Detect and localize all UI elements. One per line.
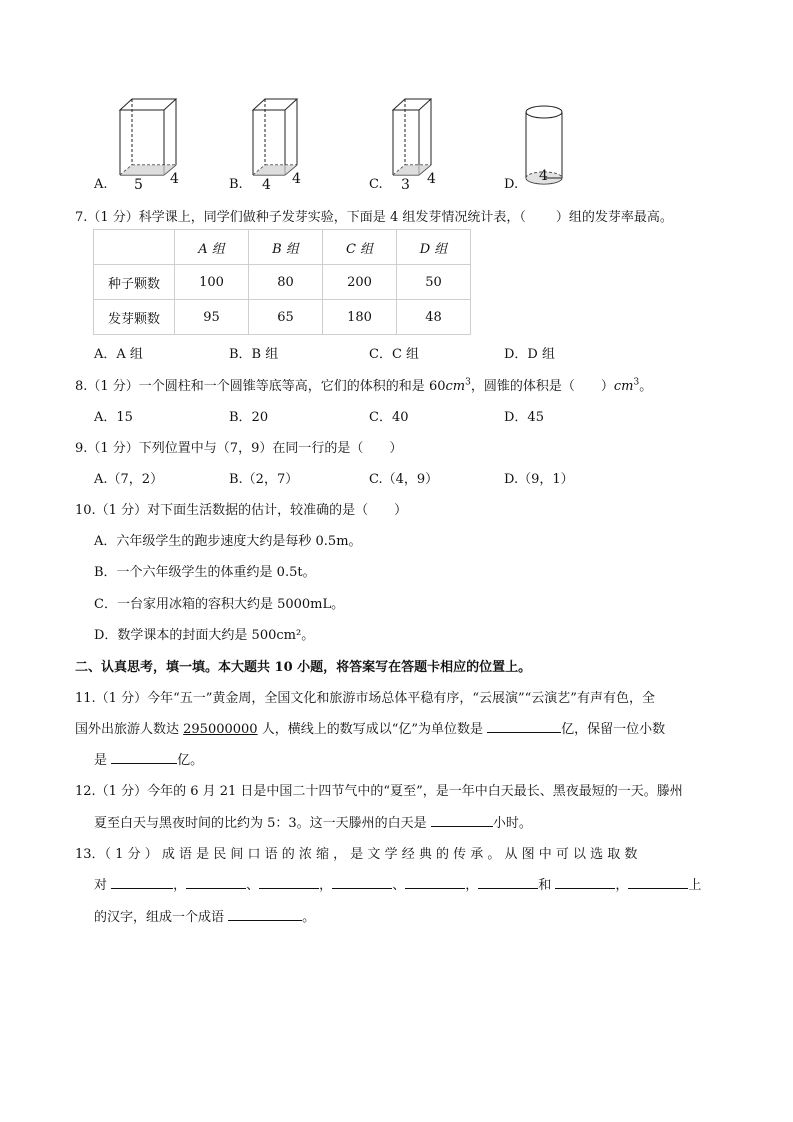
q11-text-2: 人，横线上的数写成以“亿”为单位数是 — [257, 722, 488, 737]
table-header-row — [94, 230, 471, 265]
q12-text: 夏至白天与黑夜时间的比约为 5：3。这一天滕州的白天是 — [94, 816, 431, 831]
q13-sep: ， — [465, 878, 479, 893]
q7-stem-text: 7.（1 分）科学课上，同学们做种子发芽实验，下面是 4 组发芽情况统计表，（ — [75, 210, 526, 225]
q8-stem-text-4: 。 — [639, 379, 653, 394]
q7-option-b: B．B 组 — [229, 347, 279, 362]
answer-blank[interactable] — [186, 875, 246, 889]
q10-stem: 10.（1 分）对下面生活数据的估计，较准确的是（ ） — [75, 503, 408, 518]
q10-option-c: C．一台家用冰箱的容积大约是 5000mL。 — [94, 597, 345, 612]
q10-option-b: B．一个六年级学生的体重约是 0.5t。 — [94, 565, 316, 580]
q8-option-a: A．15 — [94, 410, 133, 425]
option-d-dim1: 4 — [539, 168, 548, 184]
q13-sep: ， — [319, 878, 333, 893]
q8-option-d: D．45 — [504, 410, 544, 425]
q9-option-c: C.（4，9） — [369, 472, 439, 487]
answer-blank[interactable] — [405, 875, 465, 889]
option-b-dim2: 4 — [292, 171, 301, 187]
q8-stem — [75, 375, 652, 394]
answer-blank[interactable] — [431, 813, 493, 827]
table-header-cell: D 组 — [397, 230, 471, 265]
q13-line-2 — [94, 874, 701, 893]
q9-option-d: D.（9，1） — [504, 472, 574, 487]
q13-text-4: 。 — [302, 910, 316, 925]
table-cell: 发芽颗数 — [94, 300, 175, 335]
q8-option-b: B．20 — [229, 410, 269, 425]
q11-line-3 — [94, 749, 203, 768]
table-row — [94, 300, 471, 335]
table-cell: 95 — [175, 300, 249, 335]
table-row — [94, 265, 471, 300]
table-header-cell: A 组 — [175, 230, 249, 265]
answer-blank[interactable] — [332, 875, 392, 889]
q10-option-a: A．六年级学生的跑步速度大约是每秒 0.5m。 — [94, 534, 362, 549]
q11-text-5: 亿。 — [177, 753, 204, 768]
q7-option-d: D．D 组 — [504, 347, 555, 362]
answer-blank[interactable] — [487, 719, 561, 733]
answer-blank[interactable] — [228, 907, 302, 921]
q13-sep: 、 — [246, 878, 260, 893]
option-a-letter: A. — [94, 177, 108, 192]
q10-option-d: D．数学课本的封面大约是 500cm²。 — [94, 628, 315, 643]
q8-unit-2: cm — [613, 379, 634, 394]
q9-option-a: A.（7，2） — [94, 472, 164, 487]
answer-blank[interactable] — [628, 875, 688, 889]
q12-text-2: 小时。 — [492, 816, 532, 831]
table-cell: 100 — [175, 265, 249, 300]
q7-table — [93, 229, 471, 335]
table-header-cell — [94, 230, 175, 265]
q13-text-2: 上 — [688, 878, 702, 893]
q13-sep: ， — [615, 878, 629, 893]
q12-line-2 — [94, 812, 532, 831]
q8-option-c: C．40 — [369, 410, 409, 425]
option-c-dim1: 3 — [401, 177, 410, 193]
answer-blank[interactable] — [555, 875, 615, 889]
q12-line-1: 12.（1 分）今年的 6 月 21 日是中国二十四节气中的“夏至”，是一年中白天最长、黑夜最短的一天。滕州 — [75, 784, 683, 799]
answer-blank[interactable] — [259, 875, 319, 889]
section-2-heading: 二、认真思考，填一填。本大题共 10 小题，将答案写在答题卡相应的位置上。 — [75, 660, 532, 675]
table-header-cell: B 组 — [249, 230, 323, 265]
option-d-letter: D. — [504, 177, 519, 192]
q9-option-b: B.（2，7） — [229, 472, 299, 487]
q9-stem: 9.（1 分）下列位置中与（7，9）在同一行的是（ ） — [75, 441, 403, 456]
option-c-letter: C. — [369, 177, 383, 192]
q11-line-2 — [75, 718, 665, 737]
option-b-dim1: 4 — [262, 177, 271, 193]
q7-option-a: A．A 组 — [94, 347, 143, 362]
option-b-letter: B. — [229, 177, 243, 192]
q13-sep: 和 — [538, 878, 556, 893]
prism-figure-c — [385, 95, 445, 185]
table-cell: 种子颗数 — [94, 265, 175, 300]
answer-blank[interactable] — [111, 875, 173, 889]
q8-stem-text-2: ，圆锥的体积是（ — [470, 379, 575, 394]
answer-blank[interactable] — [478, 875, 538, 889]
q7-stem-text-2: ）组的发芽率最高。 — [555, 210, 673, 225]
q11-text: 国外出旅游人数达 — [75, 722, 184, 737]
answer-blank[interactable] — [111, 750, 177, 764]
option-c-dim2: 4 — [427, 171, 436, 187]
q7-option-c: C．C 组 — [369, 347, 420, 362]
q11-line-1: 11.（1 分）今年“五一”黄金周，全国文化和旅游市场总体平稳有序，“云展演”“云演艺”有声有色，全 — [75, 691, 655, 706]
table-cell: 200 — [323, 265, 397, 300]
q13-text-3: 的汉字，组成一个成语 — [94, 910, 229, 925]
q13-line-1: 13．（ 1 分 ） 成 语 是 民 间 口 语 的 浓 缩 ， 是 文 学 经 典 的 传 承 。 从 图 中 可 以 选 取 数 — [75, 847, 638, 862]
table-cell: 80 — [249, 265, 323, 300]
table-cell: 50 — [397, 265, 471, 300]
table-cell: 180 — [323, 300, 397, 335]
q8-stem-text-3: ） — [600, 379, 614, 394]
q8-sup-2: 3 — [633, 377, 640, 388]
q8-unit: cm — [445, 379, 466, 394]
q13-text: 对 — [94, 878, 112, 893]
q7-stem — [75, 206, 673, 225]
table-cell: 48 — [397, 300, 471, 335]
q11-text-3: 亿，保留一位小数 — [561, 722, 666, 737]
table-cell: 65 — [249, 300, 323, 335]
option-a-dim1: 5 — [134, 177, 143, 193]
q8-stem-text: 8.（1 分）一个圆柱和一个圆锥等底等高，它们的体积的和是 60 — [75, 379, 446, 394]
q8-sup: 3 — [465, 377, 471, 388]
q13-sep: ， — [173, 878, 187, 893]
q11-text-4: 是 — [94, 753, 112, 768]
q13-line-3 — [94, 906, 315, 925]
prism-figure-b — [245, 95, 315, 185]
option-a-dim2: 4 — [170, 171, 179, 187]
q13-sep: 、 — [392, 878, 406, 893]
q11-number: 295000000 — [183, 722, 258, 737]
table-header-cell: C 组 — [323, 230, 397, 265]
